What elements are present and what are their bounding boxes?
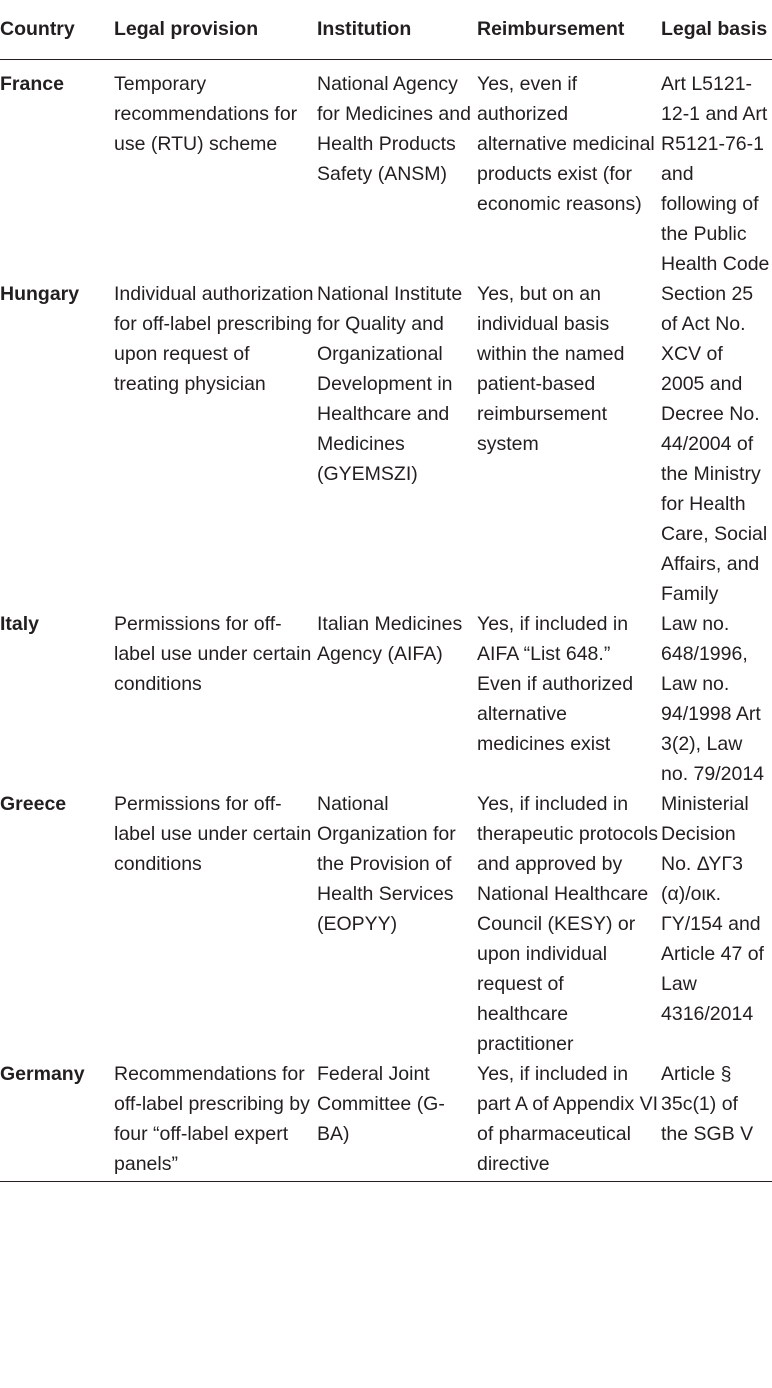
table-row <box>0 1059 772 1182</box>
country-cell: France <box>0 73 64 95</box>
legal-basis-cell: Section 25 of Act No. XCV of 2005 and Decree No. 44/2004 of the Ministry for Health Care, Social Affairs, and Family <box>661 283 768 605</box>
reimbursement-cell: Yes, if included in AIFA “List 648.” Even if authorized alternative medicines exist <box>477 613 634 755</box>
institution-cell: National Organization for the Provision of Health Services (EOPYY) <box>317 793 456 935</box>
reimbursement-cell: Yes, if included in therapeutic protocols and approved by National Healthcare Council (KESY) or upon individual request of healthcare practitioner <box>477 793 659 1055</box>
table-row <box>0 609 772 789</box>
country-cell: Germany <box>0 1059 114 1182</box>
legal-provision-cell: Permissions for off-label use under certain conditions <box>114 793 312 875</box>
column-header-legal-provision: Legal provision <box>114 0 317 60</box>
legal-provision-cell: Recommendations for off-label prescribing by four “off-label expert panels” <box>114 1059 317 1182</box>
column-header-reimbursement: Reimbursement <box>477 0 661 60</box>
column-header-country: Country <box>0 0 114 60</box>
column-header-legal-basis: Legal basis <box>661 0 772 60</box>
legal-provision-cell: Permissions for off-label use under certain conditions <box>114 613 312 695</box>
legal-basis-cell: Art L5121-12-1 and Art R5121-76-1 and following of the Public Health Code <box>661 73 770 275</box>
reimbursement-cell: Yes, but on an individual basis within the named patient-based reimbursement system <box>477 283 625 455</box>
country-cell: Greece <box>0 793 67 815</box>
reimbursement-cell: Yes, even if authorized alternative medicinal products exist (for economic reasons) <box>477 73 655 215</box>
legal-provision-cell: Temporary recommendations for use (RTU) scheme <box>114 73 298 155</box>
institution-cell: National Institute for Quality and Organizational Development in Healthcare and Medicines (GYEMSZI) <box>317 283 463 485</box>
column-header-institution: Institution <box>317 0 477 60</box>
institution-cell: National Agency for Medicines and Health Products Safety (ANSM) <box>317 73 471 185</box>
reimbursement-cell: Yes, if included in part A of Appendix VI of pharmaceutical directive <box>477 1059 661 1182</box>
header-row <box>0 0 772 60</box>
table-row <box>0 60 772 280</box>
table-row <box>0 789 772 1059</box>
table-row <box>0 279 772 609</box>
legal-basis-cell: Article § 35c(1) of the SGB V <box>661 1059 772 1182</box>
country-cell: Italy <box>0 613 40 635</box>
legal-provision-cell: Individual authorization for off-label prescribing upon request of treating physician <box>114 283 314 395</box>
institution-cell: Italian Medicines Agency (AIFA) <box>317 613 463 665</box>
legal-basis-cell: Law no. 648/1996, Law no. 94/1998 Art 3(2), Law no. 79/2014 <box>661 613 765 785</box>
institution-cell: Federal Joint Committee (G-BA) <box>317 1059 477 1182</box>
country-cell: Hungary <box>0 283 80 305</box>
legal-basis-cell: Ministerial Decision No. ΔΥΓ3 (α)/οικ. ΓΥ/154 and Article 47 of Law 4316/2014 <box>661 793 764 1025</box>
